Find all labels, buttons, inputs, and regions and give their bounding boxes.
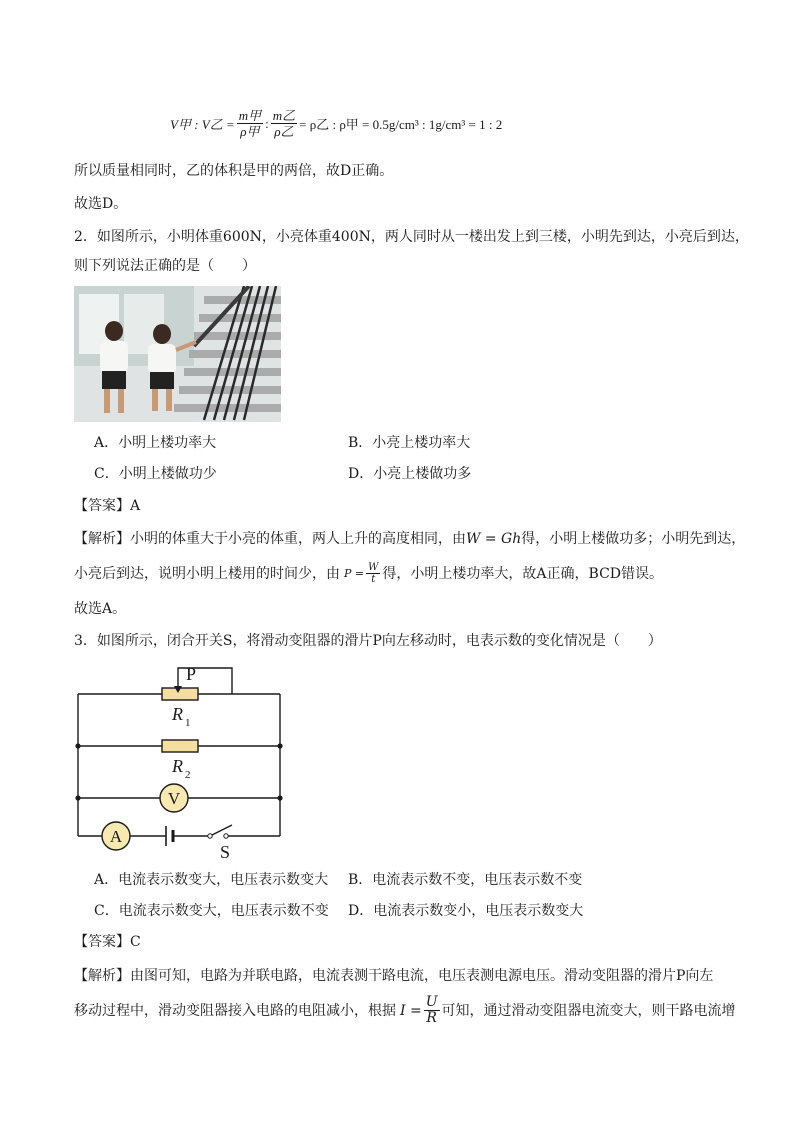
formula-fraction-1 xyxy=(237,108,263,139)
q2-analysis-line1 xyxy=(74,528,745,550)
fraction-denominator: ρ乙 xyxy=(274,124,294,139)
q3-option-a[interactable]: A．电流表示数变大，电压表示数变大 xyxy=(94,872,329,888)
analysis-text: 得，小明上楼功率大，故A正确，BCD错误。 xyxy=(382,565,663,582)
formula-fraction-2 xyxy=(271,108,297,139)
q2-option-c[interactable]: C．小明上楼做功少 xyxy=(94,466,217,482)
q2-option-b[interactable]: B．小亮上楼功率大 xyxy=(348,435,471,451)
ohm-formula-lhs: I = xyxy=(400,1002,422,1019)
power-fraction xyxy=(366,562,380,585)
q2-answer: 【答案】A xyxy=(74,498,141,514)
ammeter-label: A xyxy=(109,827,123,846)
prev-conclusion: 所以质量相同时，乙的体积是甲的两倍，故D正确。 xyxy=(74,163,394,179)
q3-answer: 【答案】C xyxy=(74,934,141,950)
fraction-denominator: R xyxy=(426,1010,437,1026)
q2-option-a[interactable]: A．小明上楼功率大 xyxy=(94,435,217,451)
slider-label: P xyxy=(186,664,197,684)
formula-lhs: V甲 : V乙 = xyxy=(170,117,235,132)
stairs-photo xyxy=(74,286,281,422)
q3-option-c[interactable]: C．电流表示数变大，电压表示数不变 xyxy=(94,903,329,919)
r1-subscript: 1 xyxy=(185,717,191,729)
fraction-denominator: t xyxy=(371,574,376,585)
r1-label: R xyxy=(172,704,183,724)
q2-choose: 故选A。 xyxy=(74,601,127,617)
switch-contact xyxy=(224,834,228,838)
q2-option-d[interactable]: D．小亮上楼做功多 xyxy=(348,466,472,482)
resistor-r2 xyxy=(162,740,198,752)
r2-subscript: 2 xyxy=(185,769,191,781)
switch-label: S xyxy=(220,842,231,860)
density-volume-formula xyxy=(170,108,502,139)
ratio-colon: : xyxy=(265,115,269,131)
analysis-text: 移动过程中，滑动变阻器接入电路的电阻减小，根据 xyxy=(74,1002,396,1019)
ohm-fraction xyxy=(424,995,440,1026)
q2-analysis-line2 xyxy=(74,562,663,585)
fraction-denominator: ρ甲 xyxy=(240,124,260,139)
q3-analysis-line2 xyxy=(74,995,736,1026)
resistor-r1 xyxy=(162,688,198,700)
switch-contact xyxy=(208,834,212,838)
analysis-text: 可知，通过滑动变阻器电流变大，则干路电流增 xyxy=(441,1002,736,1019)
work-formula: W = Gh xyxy=(466,531,522,547)
battery-icon xyxy=(166,826,173,846)
voltmeter-label: V xyxy=(167,789,181,808)
fraction-numerator: m甲 xyxy=(238,108,262,123)
q2-stem-line1: 2．如图所示，小明体重600N，小亮体重400N，两人同时从一楼出发上到三楼，小明先到达，小亮后到达， xyxy=(74,229,749,245)
q3-analysis-line1: 【解析】由图可知，电路为并联电路，电流表测干路电流，电压表测电源电压。滑动变阻器的滑片P向左 xyxy=(74,968,714,984)
analysis-text: 小亮后到达，说明小明上楼用的时间少，由 xyxy=(74,565,340,582)
fraction-numerator: U xyxy=(425,994,438,1010)
q3-stem: 3．如图所示，闭合开关S，将滑动变阻器的滑片P向左移动时，电表示数的变化情况是（ ） xyxy=(74,633,662,649)
analysis-text: 【解析】小明的体重大于小亮的体重，两人上升的高度相同，由 xyxy=(74,531,466,547)
fraction-numerator: W xyxy=(368,562,379,573)
q3-option-d[interactable]: D．电流表示数变小，电压表示数变大 xyxy=(348,903,584,919)
q3-option-b[interactable]: B．电流表示数不变，电压表示数不变 xyxy=(348,872,583,888)
r2-label: R xyxy=(172,756,183,776)
formula-rhs: = ρ乙 : ρ甲 = 0.5g/cm³ : 1g/cm³ = 1 : 2 xyxy=(299,117,503,132)
q2-stem-line2: 则下列说法正确的是（ ） xyxy=(74,258,256,274)
circuit-diagram xyxy=(74,660,294,860)
fraction-numerator: m乙 xyxy=(272,108,296,123)
analysis-text: 得，小明上楼做功多；小明先到达， xyxy=(521,531,746,547)
prev-choose: 故选D。 xyxy=(74,196,128,212)
power-formula-lhs: P = xyxy=(344,566,365,580)
